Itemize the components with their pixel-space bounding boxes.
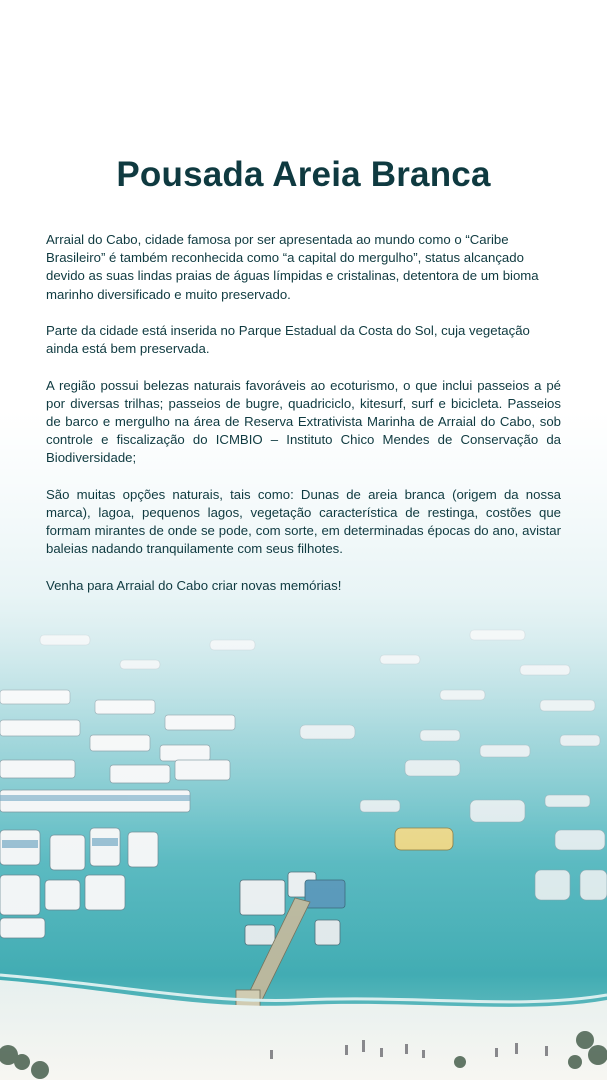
paragraph-arraial-intro: [46, 231, 561, 304]
paragraph-opcoes-naturais: São muitas opções naturais, tais como: Dunas de areia branca (origem da nossa marca), lagoa, pequenos lagos, vegetação característica de restinga, costões que formam mirantes de onde se pode, com sorte, em determinadas épocas do ano, avistar baleias nadando tranquilamente com seus filhotes.: [46, 486, 561, 557]
paragraph-ecoturismo: A região possui belezas naturais favoráveis ao ecoturismo, o que inclui passeios a pé por diversas trilhas; passeios de bugre, quadriciclo, kitesurf, surf e bicicleta. Passeios de barco e mergulho na área de Reserva Extrativista Marinha de Arraial do Cabo, sob controle e fiscalização do ICMBIO – Instituto Chico Mendes de Conservação da Biodiversidade;: [46, 377, 561, 466]
paragraph-line: devido as suas lindas praias de águas límpidas e cristalinas, detentora de um bioma: [46, 268, 539, 284]
paragraph-line: Arraial do Cabo, cidade famosa por ser apresentada ao mundo como o “Caribe: [46, 232, 509, 247]
paragraph-line: marinho diversificado e muito preservado.: [46, 286, 291, 302]
paragraph-parque-estadual: Parte da cidade está inserida no Parque Estadual da Costa do Sol, cuja vegetação ainda está bem preservada.: [46, 323, 530, 357]
page-title: Pousada Areia Branca: [116, 155, 491, 194]
description-body: [46, 231, 561, 613]
paragraph-call-to-action: Venha para Arraial do Cabo criar novas memórias!: [46, 577, 342, 593]
paragraph-line: Brasileiro” é também reconhecida como “a capital do mergulho”, status alcançado: [46, 250, 524, 266]
